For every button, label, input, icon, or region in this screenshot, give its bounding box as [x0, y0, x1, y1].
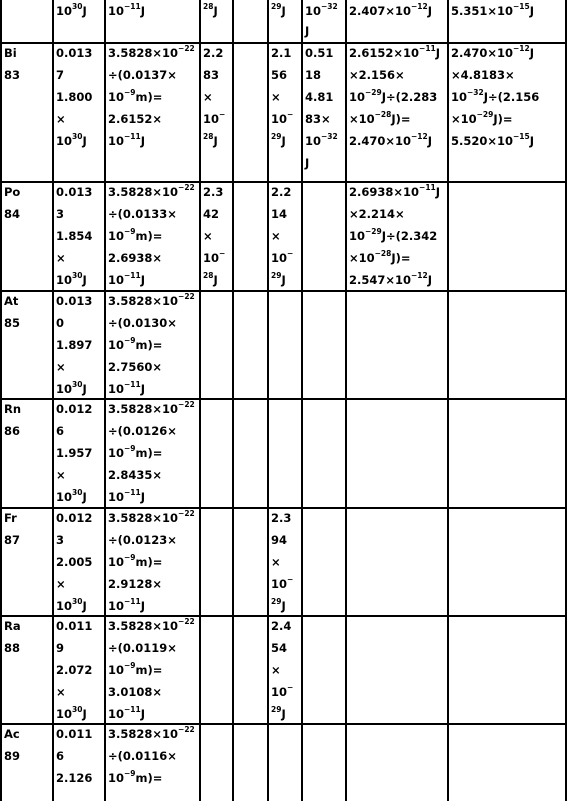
table-cell	[0, 398, 52, 507]
cell-text: 1.854	[56, 229, 93, 243]
cell-text: $2.407\times 10^{-12}J$	[349, 2, 433, 18]
table-cell	[232, 42, 267, 181]
cell-text: $3.5828\times 10^{-22}$	[108, 44, 195, 60]
cell-text: ×	[56, 577, 66, 591]
table-cell	[104, 398, 199, 507]
cell-text: 3.0108×	[108, 685, 163, 699]
cell-text: $2.547\times 10^{-12}J$	[349, 271, 433, 287]
cell-text: Fr	[4, 511, 17, 525]
table-cell	[267, 181, 301, 290]
table-cell	[232, 615, 267, 723]
cell-text: 2.3	[203, 185, 224, 199]
table-cell	[199, 615, 232, 723]
table-cell	[267, 723, 301, 801]
cell-text: 1.957	[56, 446, 93, 460]
cell-text: $10^{30}J$	[56, 488, 87, 504]
table-cell	[267, 42, 301, 181]
cell-text: $10^{-32}$	[305, 2, 338, 18]
row-at-85	[0, 290, 567, 398]
cell-text: 4.81	[305, 90, 334, 104]
cell-text: $10^{-9}m)=$	[108, 769, 163, 785]
cell-text: 0.011	[56, 619, 93, 633]
cell-text: 86	[4, 424, 21, 438]
cell-text: 0.013	[56, 294, 93, 308]
cell-text: 2.7560×	[108, 360, 163, 374]
table-cell	[199, 398, 232, 507]
cell-text: 84	[4, 207, 21, 221]
table-cell	[345, 723, 447, 801]
cell-text: ×	[56, 360, 66, 374]
cell-text: $10^{-32}$	[305, 132, 338, 148]
table-cell	[301, 290, 345, 398]
cell-text: 56	[271, 68, 288, 82]
cell-text: $10^{-11}J$	[108, 2, 146, 18]
cell-text: $10^{30}J$	[56, 271, 87, 287]
cell-text: $5.520\times 10^{-15}J$	[451, 132, 535, 148]
cell-text: 2.6938×	[108, 251, 163, 265]
table-cell	[301, 507, 345, 615]
partial-row	[0, 0, 567, 42]
cell-text: 18	[305, 68, 322, 82]
table-cell	[345, 42, 447, 181]
cell-text: $10^{-9}m)=$	[108, 444, 163, 460]
cell-text: $10^{-11}J$	[108, 271, 146, 287]
table-cell	[0, 723, 52, 801]
cell-text: ÷(0.0126×	[108, 424, 177, 438]
cell-text: Ac	[4, 727, 20, 741]
cell-text: 0.011	[56, 727, 93, 741]
table-cell	[267, 0, 301, 42]
table-cell	[52, 507, 104, 615]
cell-text: 10−	[271, 683, 294, 699]
cell-text: ÷(0.0116×	[108, 749, 177, 763]
table-cell	[52, 290, 104, 398]
cell-text: ×	[271, 555, 281, 569]
table-cell	[199, 42, 232, 181]
table-cell	[345, 398, 447, 507]
table-cell	[267, 615, 301, 723]
cell-text: Bi	[4, 46, 17, 60]
cell-text: ×	[271, 663, 281, 677]
cell-text: Ra	[4, 619, 21, 633]
cell-text: 10−	[271, 575, 294, 591]
cell-text: $10^{-11}J$	[108, 488, 146, 504]
cell-text: ÷(0.0133×	[108, 207, 177, 221]
cell-text: ÷(0.0123×	[108, 533, 177, 547]
cell-text: 2.005	[56, 555, 93, 569]
table-cell	[104, 723, 199, 801]
table-cell	[345, 290, 447, 398]
cell-text: $3.5828\times 10^{-22}$	[108, 617, 195, 633]
cell-text: ÷(0.0137×	[108, 68, 177, 82]
cell-text: ×	[56, 251, 66, 265]
cell-text: 0	[56, 316, 65, 330]
cell-text: ×	[271, 229, 281, 243]
table-cell	[447, 615, 566, 723]
cell-text: $10^{-9}m)=$	[108, 553, 163, 569]
cell-text: $10^{-9}m)=$	[108, 661, 163, 677]
table-cell	[232, 0, 267, 42]
cell-text: 2.6152×	[108, 112, 163, 126]
cell-text: $2.470\times 10^{-12}J$	[451, 44, 535, 60]
cell-text: $^{28}$J	[203, 132, 218, 148]
table-cell	[104, 0, 199, 42]
table-cell	[301, 615, 345, 723]
cell-text: 83	[203, 68, 220, 82]
cell-text: 2.4	[271, 619, 292, 633]
cell-text: 10−	[271, 249, 294, 265]
cell-text: $10^{-11}J$	[108, 132, 146, 148]
cell-text: 6	[56, 749, 65, 763]
cell-text: 83	[4, 68, 21, 82]
table-cell	[232, 181, 267, 290]
table-cell	[104, 42, 199, 181]
table-cell	[104, 507, 199, 615]
cell-text: 0.013	[56, 185, 93, 199]
table-cell	[232, 398, 267, 507]
cell-text: 0.012	[56, 402, 93, 416]
row-fr-87	[0, 507, 567, 615]
cell-text: 85	[4, 316, 21, 330]
cell-text: 2.9128×	[108, 577, 163, 591]
table-cell	[232, 723, 267, 801]
cell-text: 9	[56, 641, 65, 655]
table-cell	[0, 181, 52, 290]
table-cell	[0, 42, 52, 181]
cell-text: Po	[4, 185, 21, 199]
cell-text: ×2.156×	[349, 68, 405, 82]
cell-text: $^{28}$J	[203, 271, 218, 287]
cell-text: 2.072	[56, 663, 93, 677]
cell-text: 6	[56, 424, 65, 438]
cell-text: $3.5828\times 10^{-22}$	[108, 400, 195, 416]
table-cell	[447, 181, 566, 290]
cell-text: $10^{-11}J$	[108, 705, 146, 721]
cell-text: 2.1	[271, 46, 292, 60]
cell-text: $10^{30}J$	[56, 597, 87, 613]
cell-text: $2.6938\times 10^{-11}J$	[349, 183, 441, 199]
cell-text: ×	[203, 229, 213, 243]
cell-text: J	[305, 24, 310, 38]
cell-text: ×	[56, 468, 66, 482]
table-cell	[301, 181, 345, 290]
cell-text: $\times 10^{-29}J)=$	[451, 110, 513, 126]
table-cell	[267, 507, 301, 615]
table-cell	[0, 290, 52, 398]
table-cell	[52, 723, 104, 801]
cell-text: 10−	[271, 110, 294, 126]
cell-text: 10−	[203, 249, 226, 265]
table-cell	[52, 42, 104, 181]
cell-text: $^{29}$J	[271, 2, 286, 18]
cell-text: 88	[4, 641, 21, 655]
cell-text: ×	[271, 90, 281, 104]
table-cell	[52, 181, 104, 290]
table-cell	[199, 507, 232, 615]
table-cell	[345, 615, 447, 723]
cell-text: ÷(0.0130×	[108, 316, 177, 330]
cell-text: 0.013	[56, 46, 93, 60]
cell-text: $\times 10^{-28}J)=$	[349, 249, 411, 265]
cell-text: 42	[203, 207, 220, 221]
table-cell	[52, 0, 104, 42]
cell-text: $10^{-11}J$	[108, 597, 146, 613]
cell-text: At	[4, 294, 19, 308]
cell-text: 54	[271, 641, 288, 655]
cell-text: 2.2	[203, 46, 224, 60]
table-cell	[447, 507, 566, 615]
cell-text: 1.800	[56, 90, 93, 104]
table-cell	[447, 398, 566, 507]
cell-text: $3.5828\times 10^{-22}$	[108, 183, 195, 199]
cell-text: $^{29}$J	[271, 271, 286, 287]
cell-text: $5.351\times 10^{-15}J$	[451, 2, 535, 18]
cell-text: Rn	[4, 402, 22, 416]
row-bi-83	[0, 42, 567, 181]
cell-text: 10−	[203, 110, 226, 126]
cell-text: $10^{-32}J\div(2.156$	[451, 88, 540, 104]
cell-text: $10^{-29}J\div(2.342$	[349, 227, 438, 243]
cell-text: 2.3	[271, 511, 292, 525]
cell-text: 7	[56, 68, 65, 82]
cell-text: 1.897	[56, 338, 93, 352]
table-cell	[447, 290, 566, 398]
cell-text: $2.6152\times 10^{-11}J$	[349, 44, 441, 60]
cell-text: ×2.214×	[349, 207, 405, 221]
cell-text: $10^{30}J$	[56, 705, 87, 721]
cell-text: $^{29}$J	[271, 597, 286, 613]
cell-text: 83×	[305, 112, 331, 126]
cell-text: 87	[4, 533, 21, 547]
cell-text: 2.126	[56, 771, 93, 785]
table-cell	[232, 290, 267, 398]
cell-text: $10^{30}J$	[56, 380, 87, 396]
cell-text: $2.470\times 10^{-12}J$	[349, 132, 433, 148]
row-rn-86	[0, 398, 567, 507]
table-cell	[0, 507, 52, 615]
cell-text: $10^{-11}J$	[108, 380, 146, 396]
table-cell	[104, 181, 199, 290]
table-cell	[0, 0, 52, 42]
table-cell	[52, 615, 104, 723]
table-cell	[52, 398, 104, 507]
cell-text: $3.5828\times 10^{-22}$	[108, 509, 195, 525]
cell-text: 0.012	[56, 511, 93, 525]
cell-text: ×	[56, 685, 66, 699]
table-cell	[199, 290, 232, 398]
table-cell	[301, 42, 345, 181]
cell-text: 2.8435×	[108, 468, 163, 482]
cell-text: 14	[271, 207, 288, 221]
cell-text: $^{29}$J	[271, 132, 286, 148]
cell-text: $10^{30}J$	[56, 2, 87, 18]
table-cell	[301, 723, 345, 801]
table-cell	[104, 290, 199, 398]
cell-text: 94	[271, 533, 288, 547]
cell-text: ×	[56, 112, 66, 126]
cell-text: $3.5828\times 10^{-22}$	[108, 292, 195, 308]
table-cell	[447, 723, 566, 801]
row-ra-88	[0, 615, 567, 723]
table-cell	[199, 181, 232, 290]
cell-text: $10^{-29}J\div(2.283$	[349, 88, 438, 104]
cell-text: $10^{-9}m)=$	[108, 88, 163, 104]
table-cell	[447, 42, 566, 181]
table-cell	[301, 398, 345, 507]
table-cell	[0, 615, 52, 723]
table-cell	[104, 615, 199, 723]
cell-text: $10^{30}J$	[56, 132, 87, 148]
table-cell	[345, 181, 447, 290]
table-cell	[345, 507, 447, 615]
cell-text: 3	[56, 533, 65, 547]
cell-text: $10^{-9}m)=$	[108, 227, 163, 243]
cell-text: 0.51	[305, 46, 334, 60]
cell-text: 89	[4, 749, 21, 763]
cell-text: J	[305, 156, 310, 170]
table-cell	[301, 0, 345, 42]
cell-text: $^{29}$J	[271, 705, 286, 721]
table-cell	[345, 0, 447, 42]
table-cell	[199, 0, 232, 42]
cell-text: $\times 10^{-28}J)=$	[349, 110, 411, 126]
cell-text: ×	[203, 90, 213, 104]
row-ac-89	[0, 723, 567, 801]
cell-text: $10^{-9}m)=$	[108, 336, 163, 352]
table-cell	[232, 507, 267, 615]
table-cell	[267, 398, 301, 507]
cell-text: ×4.8183×	[451, 68, 515, 82]
table-cell	[447, 0, 566, 42]
cell-text: 2.2	[271, 185, 292, 199]
table-cell	[199, 723, 232, 801]
cell-text: $^{28}$J	[203, 2, 218, 18]
cell-text: 3	[56, 207, 65, 221]
cell-text: ÷(0.0119×	[108, 641, 177, 655]
row-po-84	[0, 181, 567, 290]
table-cell	[267, 290, 301, 398]
cell-text: $3.5828\times 10^{-22}$	[108, 725, 195, 741]
